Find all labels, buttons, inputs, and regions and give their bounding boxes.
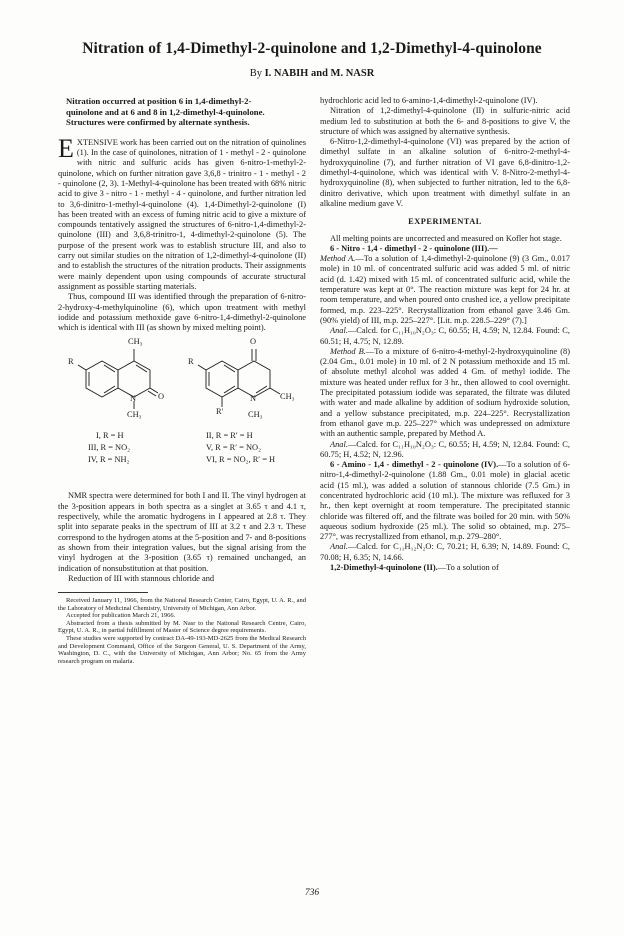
method-b-label: Method B. [330, 346, 366, 356]
left-n-label: N [130, 394, 137, 404]
compound-label-vi: VI, R = NO₂, R′ = H [206, 455, 276, 465]
paragraph-compound-iii-heading [320, 244, 570, 254]
paragraph-compound-ii [320, 563, 570, 573]
paragraph-anal-1 [320, 326, 570, 347]
article-title: Nitration of 1,4-Dimethyl-2-quinolone and 1,2-Dimethyl-4-quinolone [82, 40, 542, 57]
left-column [58, 96, 306, 665]
anal-2-text: —Calcd. for C₁₁H₁₀N₂O₃: C, 60.55; H, 4.59; N, 12.84. Found: C, 60.75; H, 4.52; N, 12.96. [320, 439, 570, 459]
drop-cap: E [58, 133, 74, 163]
compound-ii-name: 1,2-Dimethyl-4-quinolone (II). [330, 563, 438, 573]
experimental-heading: EXPERIMENTAL [408, 217, 482, 227]
right-n-label: N [250, 394, 257, 404]
paragraph-vi-prep: 6-Nitro-1,2-dimethyl-4-quinolone (VI) was prepared by the action of dimethyl sulfate in an alkaline solution of 6-nitro-2-methyl-4-hydroxyquinoline (7), and further nitration of VI gave 6,8-dinitro-1,2-dimethyl-4-quinolone, which was identical with V. 8-Nitro-2-methyl-4-hydroxyquinoline (8), when subjected to further nitration, led to the 6,8-dinitro derivative, which upon treatment with dimethyl sulfate in an alkaline medium gave V. [320, 137, 570, 208]
compound-iv-text: —To a solution of 6-nitro-1,4-dimethyl-2-quinolone (1.88 Gm., 0.01 mole) in glacial acetic acid (15 ml.), was added a solution of stannous chloride (7.5 Gm.) in concentrated hydrochloric acid (10 ml.). The mixture was refluxed for 3 hr., then kept overnight at room temperature. The precipitated stannic chloride was filtered off, and the filtrate was boiled for 20 min. with 50% aqueous sodium hydroxide (25 ml.). The solid so obtained, m.p. 275–277°, was recrystallized from ethanol, m.p. 279–280°. [320, 460, 570, 542]
right-column [320, 96, 570, 573]
paragraph-method-a [320, 254, 570, 326]
paragraph-reduction: Reduction of III with stannous chloride and [68, 573, 215, 583]
anal-3-label: Anal. [330, 542, 348, 552]
paragraph-nmr: NMR spectra were determined for both I and II. The vinyl hydrogen at the 3-position appears in both spectra as a singlet at 3.65 τ and 4.1 τ, respectively, while the aromatic hydrogens in I appeared at 2.8 τ. They split into separate peaks in the spectrum of III at 3.2 τ and 2.3 τ. These correspond to the hydrogen atoms at the 5-position and 7- and 8-positions as shown from their integration values, but the signal arising from the vinyl hydrogen at the 3-position (3.65 τ) remained unchanged, an indication of nonsubstitution at that position. [58, 491, 306, 573]
compound-label-ii: II, R = R′ = H [206, 431, 253, 441]
compound-label-iv: IV, R = NH₂ [88, 455, 130, 465]
right-2-methyl: CH₃ [280, 392, 295, 402]
footnote-received: Received January 11, 1966, from the National Research Center, Cairo, Egypt, U. A. R., and the Laboratory of Medicinal Chemistry, University of Michigan, Ann Arbor. [58, 597, 306, 612]
left-top-methyl: CH₃ [128, 337, 143, 347]
right-structure-rings [198, 349, 280, 407]
anal-2-label: Anal. [330, 439, 348, 449]
footnote-accepted: Accepted for publication March 21, 1966. [66, 612, 176, 620]
right-rprime-label: R′ [216, 407, 224, 417]
left-r-label: R [68, 357, 74, 367]
method-a-text: —To a solution of 1,4-dimethyl-2-quinolone (9) (3 Gm., 0.017 mole) in 10 ml. of concentrated sulfuric acid was added 5 ml. of nitric acid (d. 1.42) mixed with 15 ml. of concentrated sulfuric acid, while the temperature was kept at 0°. The reaction mixture was kept for 24 hr. at room temperature, and when poured onto crushed ice, a yellow precipitate formed, m.p. 223–225°. Recrystallization from ethanol gave 3.46 Gm. (90% yield) of III, m.p. 225–227°. [Lit. m.p. 228.5–229° (7).] [320, 254, 570, 325]
compound-label-v: V, R = R′ = NO₂ [206, 443, 261, 453]
right-n-methyl: CH₃ [248, 410, 263, 420]
method-b-text: —To a mixture of 6-nitro-4-methyl-2-hydroxyquinoline (8) (2.04 Gm., 0.01 mole) in 10 ml. of 2 N potassium methoxide and 15 ml. of absolute methyl alcohol was added 4 Gm. of methyl iodide. The mixture was heated under reflux for 3 hr., then allowed to cool overnight. The precipitated potassium iodide was separated, the filtrate was diluted with water and made alkaline by addition of sodium hydroxide solution, and a yellow substance precipitated, m.p. 224–225°. Recrystallization from ethanol gave m.p. 225–227° which was undepressed on admixture with an authentic sample, prepared by Method A. [320, 346, 570, 439]
footnote-rule [58, 592, 148, 593]
paragraph-anal-2 [320, 440, 570, 461]
intro-paragraph [58, 133, 306, 292]
compound-iv-name: 6 - Amino - 1,4 - dimethyl - 2 - quinolone (IV). [330, 460, 499, 470]
right-top-oxygen: O [250, 337, 257, 347]
anal-1-label: Anal. [330, 326, 348, 336]
compound-iii-name: 6 - Nitro - 1,4 - dimethyl - 2 - quinolone (III).— [330, 243, 498, 253]
compound-label-iii: III, R = NO₂ [88, 443, 131, 453]
authors-line [0, 68, 624, 79]
right-r-label: R [188, 357, 194, 367]
footnote-thesis: Abstracted from a thesis submitted by M. Nasr to the National Research Centre, Cairo, Egypt, U. A. R., in partial fulfillment of Master of Science degree requirements. [58, 619, 306, 635]
abstract: Nitration occurred at position 6 in 1,4-dimethyl-2-quinolone and at 6 and 8 in 1,2-dimethyl-4-quinolone. Structures were confirmed by alternate synthesis. [66, 96, 265, 128]
paragraph-nitration-ii: Nitration of 1,2-dimethyl-4-quinolone (II) in sulfuric-nitric acid medium led to substitution at both the 6- and 8-positions to give V, the structure of which was assigned by alternative synthesis. [320, 106, 570, 136]
footnote-support: These studies were supported by contract DA-49-193-MD-2625 from the Medical Research and Development Command, Office of the Surgeon General, U. S. Department of the Army, Washington, D. C., with the University of Michigan, Ann Arbor; No. 65 from the Army research program on malaria. [58, 635, 306, 665]
compound-ii-text: —To a solution of [437, 563, 499, 573]
compound-label-i: I, R = H [96, 431, 124, 441]
page-number: 736 [304, 888, 320, 898]
method-a-label: Method A. [320, 254, 356, 264]
footnotes [58, 597, 306, 665]
paragraph-compound-iii: Thus, compound III was identified through the preparation of 6-nitro-2-hydroxy-4-methylquinoline (6), which upon treatment with methyl iodide and potassium methoxide gave 6-nitro-1,4-dimethyl-2-quinolone which is identical with III (as shown by mixed melting point). [58, 292, 306, 333]
paragraph-exp-intro: All melting points are uncorrected and measured on Kofler hot stage. [330, 233, 562, 243]
paragraph-method-b [320, 347, 570, 440]
intro-text: XTENSIVE work has been carried out on the nitration of quinolines (1). In the case of quinolones, nitration of 1 - methyl - 2 - quinolone with nitric and sulfuric acids has given 6-nitro-1-methyl-2-quinolone, which on further nitration gave 3,6,8 - trinitro - 1 - methyl - 2 - quinolone (2, 3). 1-Methyl-4-quinolone has been treated with 68% nitric acid to give 3 - nitro - 1 - methyl - 4 - quinolone, and further nitration led to 3,6-dinitro-1-methyl-4-quinolone (4). 1,4-Dimethyl-2-quinolone (I) has been treated with an excess of fuming nitric acid to give a mixture of compounds tentatively assigned the structures of 6-nitro-1,4-dimethyl-2-quinolone (III) and 3,6,8-trinitro-1, 4-dimethyl-2-quinolone (5). The purpose of the present work was to establish structure III, and also to carry out similar studies on the nitration of 1,2-dimethyl-4-quinolone (II) and to establish the structures of the nitration products. Their assignments were mainly dependent upon using compounds of accurate structural assignment as possible starting materials. [58, 137, 306, 291]
paragraph-amino: hydrochloric acid led to 6-amino-1,4-dimethyl-2-quinolone (IV). [320, 96, 538, 105]
left-n-methyl: CH₃ [127, 410, 142, 420]
anal-1-text: —Calcd. for C₁₁H₁₀N₂O₃: C, 60.55; H, 4.59; N, 12.84. Found: C, 60.51; H, 4.75; N, 12.89. [320, 326, 570, 346]
authors-prefix: By [249, 68, 262, 79]
structure-figure [58, 337, 306, 487]
anal-3-text: —Calcd. for C₁₁H₁₂N₂O: C, 70.21; H, 6.39; N, 14.89. Found: C, 70.08; H, 6.35; N, 14.66. [320, 542, 570, 562]
left-o-label: O [158, 392, 165, 402]
authors-names: I. NABIH and M. NASR [264, 68, 375, 79]
paragraph-compound-iv [320, 460, 570, 542]
paragraph-anal-3 [320, 542, 570, 563]
left-structure-rings [78, 349, 158, 409]
